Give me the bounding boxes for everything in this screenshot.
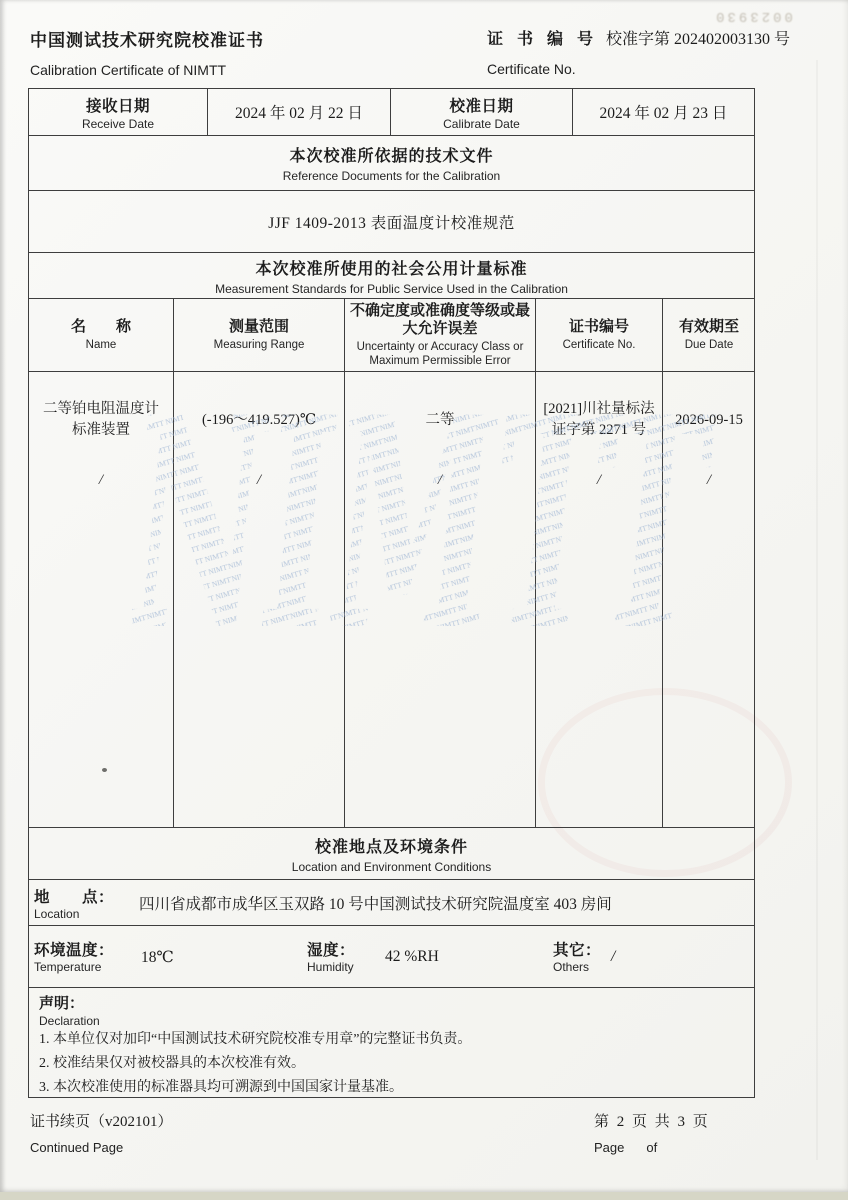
of-word: of bbox=[646, 1140, 658, 1155]
calibrate-date-value: 2024 年 02 月 23 日 bbox=[599, 105, 728, 122]
location-value: 四川省成都市成华区玉双路 10 号中国测试技术研究院温度室 403 房间 bbox=[139, 895, 612, 913]
column-header-name: 名 称 Name bbox=[29, 299, 174, 371]
calibrate-date-label-cn: 校准日期 bbox=[449, 97, 514, 115]
declaration-item-2: 2. 校准结果仅对被校器具的本次校准有效。 bbox=[39, 1056, 305, 1071]
declaration-title-en: Declaration bbox=[39, 1014, 100, 1028]
standards-header-cn: 本次校准所使用的社会公用计量标准 bbox=[255, 260, 528, 278]
standard-uncertainty: 二等 bbox=[425, 411, 455, 428]
row2-slash: / bbox=[256, 472, 262, 488]
dates-row bbox=[29, 89, 754, 136]
humidity-label-cn: 湿度： bbox=[307, 942, 356, 959]
continued-page-cn: 证书续页（v202101） bbox=[30, 1114, 173, 1130]
declaration-box bbox=[29, 988, 754, 1097]
standard-range: (-196～419.527)℃ bbox=[201, 411, 317, 428]
receive-date-value: 2024 年 02 月 22 日 bbox=[235, 105, 363, 122]
cell-cert-no bbox=[536, 372, 663, 827]
page-number-cn: 第 2 页 共 3 页 bbox=[594, 1114, 710, 1130]
location-header-cn: 校准地点及环境条件 bbox=[314, 838, 468, 856]
footer-left bbox=[30, 1110, 173, 1155]
column-header-uncertainty: 不确定度或准确度等级或最大允许误差 Uncertainty or Accuracy Class or Maximum Permissible Error bbox=[345, 299, 536, 371]
standard-cert-no: [2021]川社量标法证字第 2271 号 bbox=[543, 401, 655, 438]
cell-name bbox=[29, 372, 174, 827]
serial-number-stamp: 0023930 bbox=[713, 8, 793, 24]
receive-date-label-cell bbox=[29, 89, 208, 135]
footer-right bbox=[594, 1110, 710, 1155]
certificate-number-label-en: Certificate No. bbox=[487, 61, 576, 77]
calibrate-date-label-cell bbox=[391, 89, 573, 135]
row2-slash: / bbox=[596, 472, 602, 488]
cell-uncertainty bbox=[345, 372, 536, 827]
row2-slash: / bbox=[706, 472, 712, 488]
column-header-certificate-no: 证书编号 Certificate No. bbox=[536, 299, 663, 371]
certificate-number-label-cn: 证 书 编 号 bbox=[487, 31, 599, 48]
reference-documents-header bbox=[29, 136, 754, 191]
location-label-en: Location bbox=[34, 906, 80, 921]
location-environment-header bbox=[29, 828, 754, 880]
declaration-item-1: 1. 本单位仅对加印“中国测试技术研究院校准专用章”的完整证书负责。 bbox=[39, 1032, 472, 1047]
cell-range bbox=[174, 372, 345, 827]
reference-document-cell bbox=[29, 191, 754, 253]
title-en: Calibration Certificate of NIMTT bbox=[30, 62, 227, 78]
calibrate-date-label-en: Calibrate Date bbox=[443, 116, 520, 131]
reference-header-en: Reference Documents for the Calibration bbox=[282, 169, 501, 183]
declaration-item-3: 3. 本次校准使用的标准器具均可溯源到中国国家计量基准。 bbox=[39, 1080, 403, 1095]
temperature-label-en: Temperature bbox=[34, 960, 102, 974]
others-label-en: Others bbox=[553, 960, 590, 974]
humidity-value: 42 %RH bbox=[385, 948, 439, 965]
temperature-label-cn: 环境温度： bbox=[34, 942, 115, 959]
certificate-number-value: 校准字第 202402003130 号 bbox=[606, 31, 791, 48]
column-header-measuring-range: 测量范围 Measuring Range bbox=[174, 299, 345, 371]
cell-due-date bbox=[663, 372, 755, 827]
calibrate-date-value-cell bbox=[573, 89, 754, 135]
scan-bottom-edge bbox=[0, 1192, 848, 1200]
standards-table-header-row bbox=[29, 299, 754, 372]
temperature-value: 18℃ bbox=[141, 949, 174, 966]
standard-due-date: 2026-09-15 bbox=[675, 411, 743, 428]
reference-header-cn: 本次校准所依据的技术文件 bbox=[289, 148, 494, 165]
continued-page-en: Continued Page bbox=[30, 1140, 124, 1155]
receive-date-value-cell bbox=[208, 89, 391, 135]
row2-slash: / bbox=[98, 472, 104, 488]
others-value: / bbox=[611, 948, 616, 965]
standards-header bbox=[29, 253, 754, 299]
humidity-label-en: Humidity bbox=[307, 960, 354, 974]
receive-date-label-en: Receive Date bbox=[81, 116, 155, 131]
declaration-title-cn: 声明： bbox=[39, 996, 85, 1012]
row2-slash: / bbox=[437, 472, 443, 488]
others-label-cn: 其它： bbox=[553, 942, 602, 959]
title-cn: 中国测试技术研究院校准证书 bbox=[30, 31, 264, 50]
standards-table-body bbox=[29, 372, 754, 828]
paper-crease bbox=[816, 60, 818, 1160]
page-word: Page bbox=[594, 1140, 625, 1155]
receive-date-label-cn: 接收日期 bbox=[85, 97, 150, 115]
certificate-body bbox=[28, 88, 755, 1098]
location-label-cn: 地 点： bbox=[34, 888, 115, 906]
reference-document-text: JJF 1409-2013 表面温度计校准规范 bbox=[268, 214, 515, 232]
environment-row bbox=[29, 926, 754, 988]
standard-name: 二等铂电阻温度计标准装置 bbox=[43, 401, 159, 438]
location-header-en: Location and Environment Conditions bbox=[291, 859, 492, 874]
certificate-number-block bbox=[487, 26, 790, 77]
watermark-big-text: NIMTT bbox=[132, 398, 716, 670]
standards-header-en: Measurement Standards for Public Service Used in the Calibration bbox=[215, 281, 568, 296]
location-row bbox=[29, 880, 754, 926]
column-header-due-date: 有效期至 Due Date bbox=[678, 319, 739, 351]
